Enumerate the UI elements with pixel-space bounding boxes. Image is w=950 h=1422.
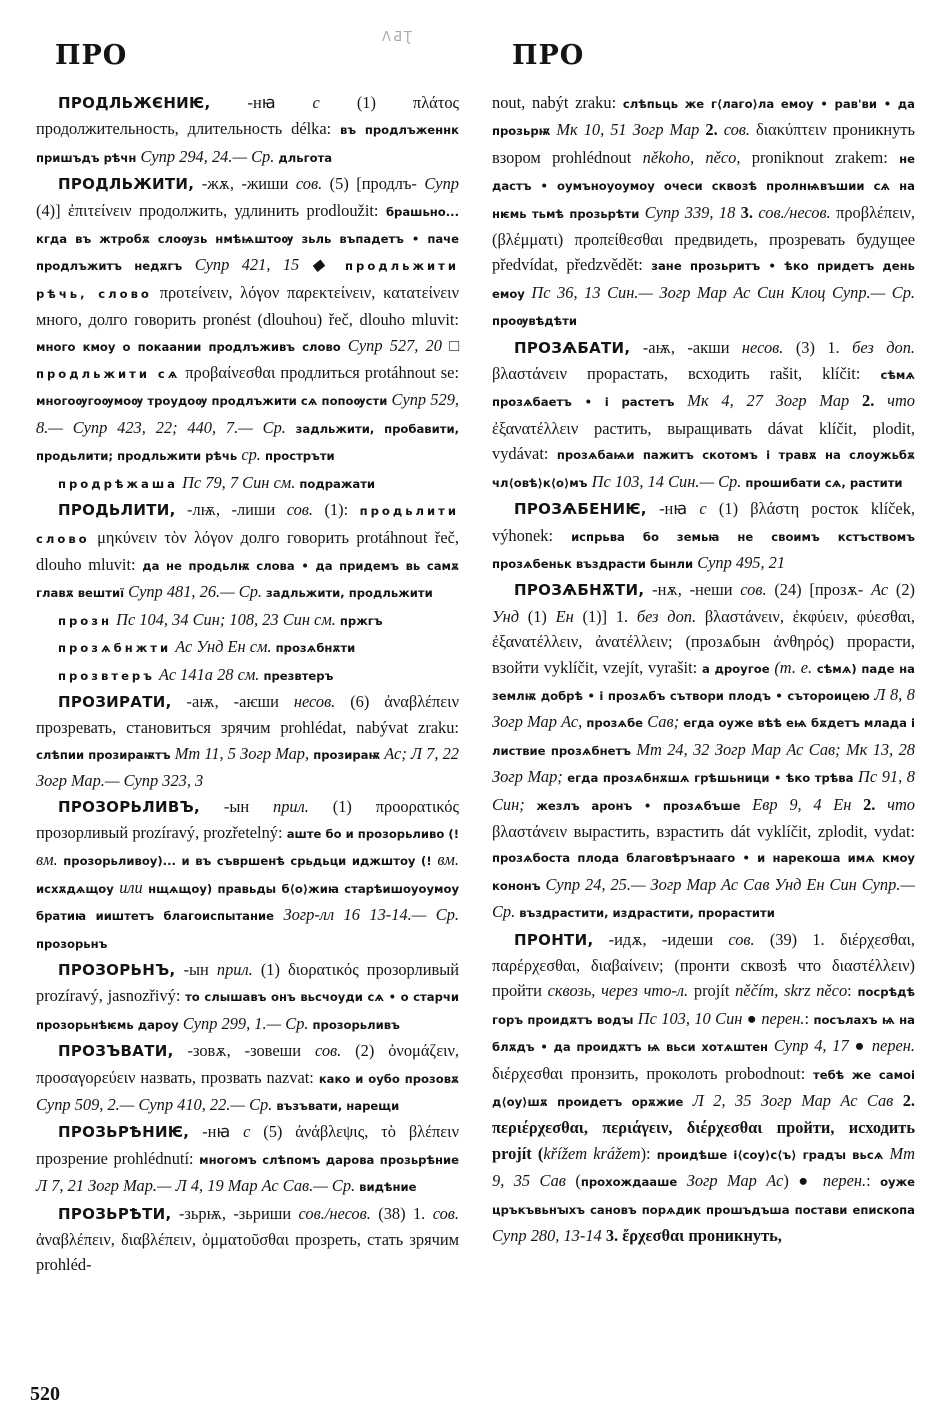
page-mark: ɅƋƮ	[382, 30, 414, 45]
headword: ПРОЗѦБЕНИѤ,	[514, 500, 647, 519]
crossref-prozjabnuti: прозѧбнжти Ас Унд Ен см. прозѧбнѫти	[58, 637, 356, 657]
right-column	[492, 90, 915, 1248]
citation: брашьно... кгда въ жтробѫ слоѹзь нмѣѩштоѹ зьль въпадетъ • паче продлъжитъ недѫгъ	[36, 204, 459, 274]
headword: ПРОЗИРАТИ,	[58, 692, 172, 711]
left-column	[36, 90, 459, 1278]
running-head-right: ПРО	[512, 40, 585, 71]
entry-prozornu: ПРОЗОРЬНЪ, -ын прил. (1) διορατικός прозорливый prozíravý, jasnozřivý: то слышавъ онъ вьсчоуди сѧ • о старчи прозорьнѣѥмь дароу Супр 299, 1.— Ср. прозорьливъ	[36, 960, 459, 1033]
source: Супр 421, 15 ◆	[182, 255, 346, 275]
running-head-left: ПРО	[55, 40, 128, 71]
headword: ПРОДЛЬЖЄНИѤ,	[58, 94, 211, 112]
headword: ПРОЗОРЬЛИВЪ,	[58, 797, 200, 816]
crossref-prodrezhasha: продрѣжаша Пс 79, 7 Син см. подражати	[58, 472, 376, 492]
entry-prozorlivu: ПРОЗОРЬЛИВЪ, -ын прил. (1) προορατικός прозорливый prozíravý, prozřetelný: аште бо и прозорьливо (! вм. прозорьливоу)... и въ съвршенѣ срьдьци иджштоу (! вм. исхѫдѧщоу или нщѧщоу) правьды б⟨о⟩жиꙗ старѣишоуоумоу братиꙗ ииштетъ благоиспытание Зогр-лл 16 13-14.— Ср. прозорьнъ	[36, 796, 459, 951]
headword: ПРОЗѦБАТИ,	[514, 338, 631, 357]
headword: ПРОЗЬРѢНИѤ,	[58, 1123, 190, 1142]
source: Супр 294, 24.— Ср.	[136, 146, 275, 166]
entry-prozreti: ПРОЗЬРѢТИ, -зьрѭ, -зьриши сов./несов. (38) 1. сов. ἀναβλέπειν, διαβλέπειν, ὀμματοῦσθαι прозреть, стать зрячим prohléd-	[36, 1203, 459, 1275]
page-number: 520	[30, 1383, 60, 1405]
entry-prodlzhenie: ПРОДЛЬЖЄНИѤ, -нꙗ с (1) πλάτος продолжительность, длительность délka: въ продлъженнк пришъдъ рѣчн Супр 294, 24.— Ср. дльгота	[36, 93, 459, 166]
crossref-prozviter: прозвтеръ Ас 141а 28 см. презвтеръ	[58, 664, 334, 684]
headword: ПРОЗЪВАТИ,	[58, 1042, 174, 1061]
crossref-prozn: прозн Пс 104, 34 Син; 108, 23 Син см. пржгъ	[58, 609, 383, 629]
headword: ПРОЗОРЬНЪ,	[58, 961, 176, 979]
entry-prodliti: ПРОДЬЛИТИ, -лѭ, -лиши сов. (1): продьлити слово μηκύνειν τὸν λόγον долго говорить protáhnout řeč, dlouho mluvit: да не продьлѭ слова • да придемъ вь самѫ главѫ вештиї Супр 481, 26.— Ср. задльжити, продльжити	[36, 500, 459, 602]
headword: ПРОДЛЬЖИТИ,	[58, 175, 195, 194]
entry-prodlzhiti: ПРОДЛЬЖИТИ, -жѫ, -жиши сов. (5) [продлъ- Супр (4)] ἐπιτείνειν продолжить, удлинить prodloužit: брашьно... кгда въ жтробѫ слоѹзь нмѣѩштоѹ зьль въпадетъ • паче продлъжитъ недѫгъ Супр 421, 15 ◆ продльжити рѣчь, слово προτείνειν, λόγον παρεκτείνειν, κατατείνειν много, долго говорить pronést (dlouhou) řeč, dlouho mluvit: много кмоу о покаании продлъживъ слово Супр 527, 20 □ продльжити сѧ προβαίνεσθαι продлиться protáhnout se: многоѹгоѹмоѹ троудоѹ продлъжити сѧ попоѹсти Супр 529, 8.— Супр 423, 22; 440, 7.— Ср. задльжити, пробавити, продьлити; продльжити рѣчь ср. простръти	[36, 174, 459, 465]
entry-prozjabati: ПРОЗѦБАТИ, -аѭ, -акши несов. (3) 1. без доп. βλαστάνειν прорастать, всходить rašit, klíčit: сѣмѧ прозѧбаетъ • і растетъ Мк 4, 27 Зогр Мар 2. что ἐξανατέλλειν растить, выращивать dávat klíčit, plodit, vydávat: прозѧбаѩи пажитъ скотомъ і травѫ на слоужьбѫ чл⟨овѣ⟩к⟨о⟩мъ Пс 103, 14 Син.— Ср. прошибати сѧ, растити	[492, 337, 916, 491]
entry-prozirati: ПРОЗИРАТИ, -аѭ, -аѥши несов. (6) ἀναβλέπειν прозревать, становиться зрячим prohlédat, nabývat zraku: слѣпии прозираѭтъ Мт 11, 5 Зогр Мар, прозираѭ Ас; Л 7, 22 Зогр Мар.— Супр 323, 3	[36, 691, 459, 791]
entry-prozjabnuti: ПРОЗѦБНѪТИ, -нѫ, -неши сов. (24) [прозѫ- Ас (2) Унд (1) Ен (1)] 1. без доп. βλαστάνειν, ἐκφύειν, φύεσθαι, ἐξανατέλλειν, ἀνατέλλειν; (прозѧбын ἀνθηρός) прорасти, взойти vyklíčit, vzejít, vyrašit: а дроугое (т. е. сѣмѧ) паде на землѭ добрѣ • і прозѧбъ сътвори плодъ • сътороицею Л 8, 8 Зогр Мар Ас, прозѧбе Сав; егда оуже вѣѣ еѩ бѫдетъ млада і листвие прозѧбнетъ Мт 24, 32 Зогр Мар Ас Сав; Мк 13, 28 Зогр Мар; егда прозѧбнѫшѧ грѣшьници • ѣко трѣва Пс 91, 8 Син; жезлъ аронъ • прозѧбъше Евр 9, 4 Ен 2. что βλαστάνειν вырастить, взрастить dát vyklíčit, zplodit, vydat: прозѧбоста плода благовѣрънааго • и нарекоша имѧ кмоу кононъ Супр 24, 25.— Зогр Мар Ас Сав Унд Ен Син Супр.— Ср. въздрастити, издрастити, прорастити	[492, 580, 916, 922]
entry-prozrenie: ПРОЗЬРѢНИѤ, -нꙗ с (5) ἀνάβλεψις, τὸ βλέπειν прозрение prohlédnutí: многомъ слѣпомъ дарова прозьрѣние Л 7, 21 Зогр Мар.— Л 4, 19 Мар Ас Сав.— Ср. видѣние	[36, 1122, 459, 1196]
entry-pronti: ПРОНТИ, -идѫ, -идеши сов. (39) 1. διέρχεσθαι, παρέρχεσθαι, διαβαίνειν; (пронти сквозѣ что διαστέλλειν) пройти сквозь, через что-л. projít něčím, skrz něco: посрѣдѣ горъ проидѫтъ водꙑ Пс 103, 10 Син ● перен.: посълахъ ѩ на блѫдъ • да проидѫтъ ѩ вьси хотѧштен Супр 4, 17 ● перен. διέρχεσθαι пронзить, проколоть probodnout: тебѣ же самоі д⟨оу⟩шѫ проидетъ орѫжие Л 2, 35 Зогр Мар Ас Сав 2. περιέρχεσθαι, περιάγειν, διέρχεσθαι пройти, исходить projít (křížem krážem): проидѣше і⟨соу⟩с⟨ъ⟩ градꙑ вьсѧ Мт 9, 35 Сав (прохождааше Зогр Мар Ас) ● перен.: оуже цръкъвьнꙑхъ сановъ порѧдик прошъдъша постави епископа Супр 280, 13-14 3. ἔρχεσθαι проникнуть,	[492, 929, 916, 1246]
headword: ПРОЗЬРѢТИ,	[58, 1204, 172, 1223]
entry-prozuvati: ПРОЗЪВАТИ, -зовѫ, -зовеши сов. (2) ὀνομάζειν, προσαγορεύειν назвать, прозвать nazvat: како и оубо прозовѫ Супр 509, 2.— Супр 410, 22.— Ср. възъвати, нарещи	[36, 1041, 459, 1115]
headword: ПРОНТИ,	[514, 930, 594, 949]
headword: ПРОДЬЛИТИ,	[58, 501, 176, 520]
entry-prozreti-cont: nout, nabýt zraku: слѣпьць же г⟨лаго⟩ла емоу • рав'ви • да прозьрѭ Мк 10, 51 Зогр Мар 2. сов. διακύπτειν проникнуть взором prohlédnout někoho, něco, proniknout zrakem: не дастъ • оумъноуоумоу очеси сквозѣ пролнѩвъшии сѧ на нѥмь тьмѣ прозьрѣти Супр 339, 18 3. сов./несов. προβλέπειν, (βλέμματι) προπείθεσθαι предвидеть, прозревать будущее předvídat, předzvědět: зане прозьритъ • ѣко придетъ день емоу Пс 36, 13 Син.— Зогр Мар Ас Син Клоц Супр.— Ср. проѹвѣдѣти	[492, 93, 916, 329]
headword: ПРОЗѦБНѪТИ,	[514, 581, 645, 600]
citation: въ продлъженнк пришъдъ рѣчн	[36, 123, 459, 165]
entry-prozjabenie: ПРОЗѦБЕНИѤ, -нꙗ с (1) βλάστη росток klíček, výhonek: испрьва бо земьꙗ не своимъ кстъствомъ прозѧбеньк въздрасти бынли Супр 495, 21	[492, 499, 915, 572]
